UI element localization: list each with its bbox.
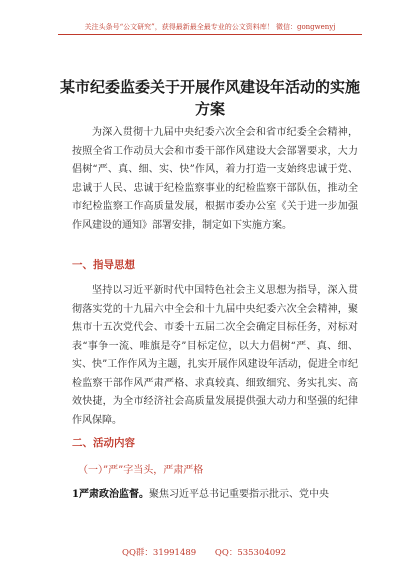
footer-qq: QQ：535304092 (214, 548, 286, 558)
section-1-paragraph: 坚持以习近平新时代中国特色社会主义思想为指导，深入贯彻落实党的十九届六中全会和十九届中央纪委六次全会精神，聚焦市十五次党代会、市委十五届二次全会确定目标任务，对标对表“事争一流、唯旗是夺”目标定位，以大力倡树“严、真、细、实、快”工作作风为主题，扎实开展作风建设年活动，促进全市纪检监察干部作风严肃严格、求真较真、细致细究、务实扎实、高效快捷，为全市经济社会高质量发展提供强大动力和坚强的纪律作风保障。 (72, 285, 358, 426)
section-heading-1: 一、指导思想 (72, 259, 135, 271)
footer-qq-group: QQ群：31991489 (121, 548, 197, 558)
title-line-2: 方案 (194, 100, 225, 118)
header-divider (58, 34, 362, 35)
item-1-text: 聚焦习近平总书记重要指示批示、党中央 (148, 489, 329, 500)
page-footer (0, 546, 408, 558)
document-title (60, 76, 360, 120)
item-1-paragraph (72, 486, 358, 505)
intro-paragraph: 为深入贯彻十九届中央纪委六次全会和省市纪委全会精神，按照全省工作动员大会和市委干部作风建设大会部署要求，大力倡树“严、真、细、实、快”作风，着力打造一支始终忠诚于党、忠诚于人民、忠诚于纪检监察事业的纪检监察干部队伍，推动全市纪检监察工作高质量发展，根据市委办公室《关于进一步加强作风建设的通知》部署安排，制定如下实施方案。 (72, 127, 358, 231)
item-1-lead: 1严肃政治监督。 (72, 489, 149, 500)
subsection-heading-1: （一）”严”字当头，严肃严格 (78, 465, 204, 476)
header-banner: 关注头条号“公文研究”，获得最新最全最专业的公文资料库！ 微信：gongwenyj (84, 23, 336, 31)
section-heading-2: 二、活动内容 (72, 437, 135, 449)
title-line-1: 某市纪委监委关于开展作风建设年活动的实施 (60, 78, 361, 96)
